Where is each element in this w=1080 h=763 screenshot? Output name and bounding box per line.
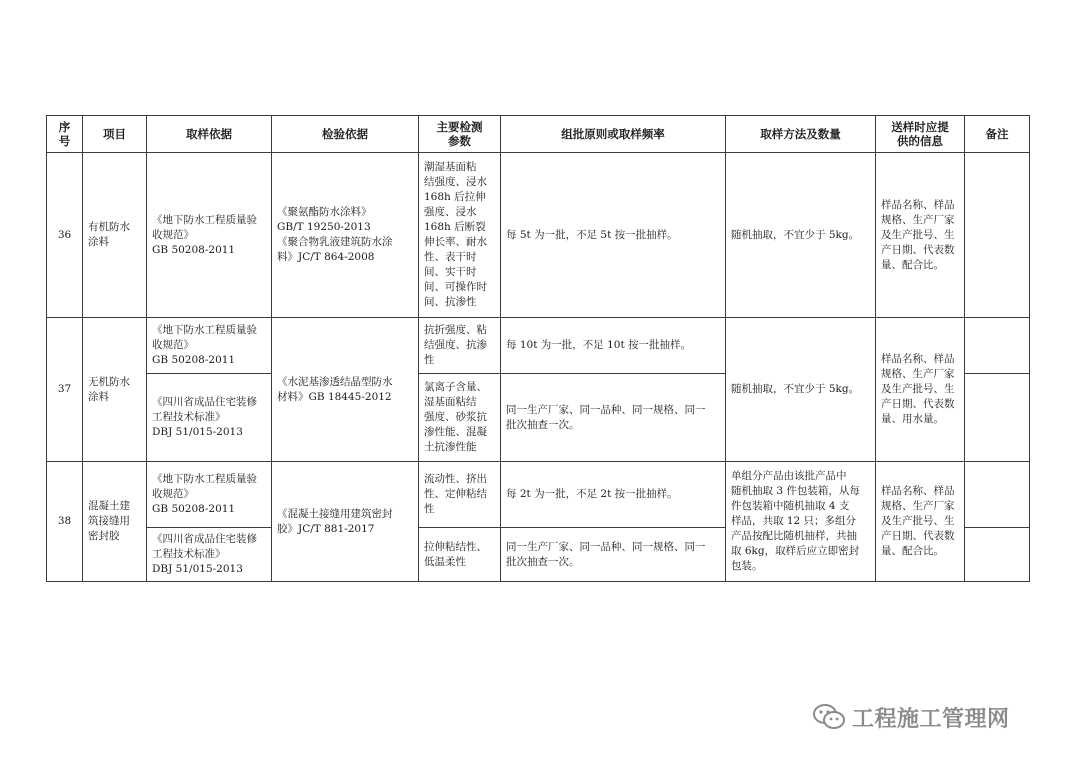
row38-remark-b [965,528,1030,582]
row37-inspection-basis: 《水泥基渗透结晶型防水 材料》GB 18445-2012 [272,318,419,462]
row37-seq: 37 [47,318,83,462]
row36-method: 随机抽取，不宜少于 5kg。 [726,153,876,318]
row37-sampling-basis-a: 《地下防水工程质量验 收规范》 GB 50208-2011 [147,318,272,374]
row37-method: 随机抽取，不宜少于 5kg。 [726,318,876,462]
row38-seq: 38 [47,462,83,582]
header-inspection-basis: 检验依据 [272,116,419,153]
row38-item: 混凝土建 筑接缝用 密封胶 [83,462,147,582]
row36-inspection-basis: 《聚氨酯防水涂料》 GB/T 19250-2013 《聚合物乳液建筑防水涂 料》JC/T 864-2008 [272,153,419,318]
row36-sampling-basis: 《地下防水工程质量验 收规范》 GB 50208-2011 [147,153,272,318]
row37-params-a: 抗折强度、粘 结强度、抗渗 性 [419,318,501,374]
wechat-icon [812,702,846,732]
table-row [47,462,1030,528]
row37-info: 样品名称、样品 规格、生产厂家 及生产批号、生 产日期、代表数 量、用水量。 [876,318,965,462]
row38-info: 样品名称、样品 规格、生产厂家 及生产批号、生 产日期、代表数 量、配合比。 [876,462,965,582]
header-sampling-basis: 取样依据 [147,116,272,153]
header-info: 送样时应提 供的信息 [876,116,965,153]
row38-method: 单组分产品由该批产品中 随机抽取 3 件包装箱，从每 件包装箱中随机抽取 4 支 样品，共取 12 只；多组分 产品按配比随机抽样，共抽 取 6kg，取样后应立即密封 包装。 [726,462,876,582]
header-batch-rule: 组批原则或取样频率 [501,116,726,153]
row37-params-b: 氯离子含量、 湿基面粘结 强度、砂浆抗 渗性能、混凝 土抗渗性能 [419,374,501,462]
table-row [47,153,1030,318]
row38-params-a: 流动性、挤出 性、定伸粘结 性 [419,462,501,528]
watermark-text: 工程施工管理网 [852,706,1010,732]
row38-sampling-basis-a: 《地下防水工程质量验 收规范》 GB 50208-2011 [147,462,272,528]
header-row [47,116,1030,153]
table-row [47,318,1030,374]
row38-params-b: 拉伸粘结性、 低温柔性 [419,528,501,582]
row38-remark-a [965,462,1030,528]
row36-info: 样品名称、样品 规格、生产厂家 及生产批号、生 产日期、代表数 量、配合比。 [876,153,965,318]
row38-inspection-basis: 《混凝土接缝用建筑密封 胶》JC/T 881-2017 [272,462,419,582]
row37-batch-rule-b: 同一生产厂家、同一品种、同一规格、同一 批次抽查一次。 [501,374,726,462]
header-params: 主要检测 参数 [419,116,501,153]
header-method: 取样方法及数量 [726,116,876,153]
row37-sampling-basis-b: 《四川省成品住宅装修 工程技术标准》 DBJ 51/015-2013 [147,374,272,462]
row37-item: 无机防水 涂料 [83,318,147,462]
row36-params: 潮湿基面粘 结强度、浸水 168h 后拉伸 强度、浸水 168h 后断裂 伸长率、耐水 性、表干时 间、实干时 间、可操作时 间、抗渗性 [419,153,501,318]
watermark [812,700,1010,734]
row36-batch-rule: 每 5t 为一批，不足 5t 按一批抽样。 [501,153,726,318]
row37-remark-a [965,318,1030,374]
header-remark: 备注 [965,116,1030,153]
row37-remark-b [965,374,1030,462]
sampling-table [46,115,1030,582]
row38-batch-rule-a: 每 2t 为一批，不足 2t 按一批抽样。 [501,462,726,528]
row38-batch-rule-b: 同一生产厂家、同一品种、同一规格、同一 批次抽查一次。 [501,528,726,582]
row38-sampling-basis-b: 《四川省成品住宅装修 工程技术标准》 DBJ 51/015-2013 [147,528,272,582]
row37-batch-rule-a: 每 10t 为一批，不足 10t 按一批抽样。 [501,318,726,374]
header-item: 项目 [83,116,147,153]
header-seq: 序 号 [47,116,83,153]
row36-seq: 36 [47,153,83,318]
row36-remark [965,153,1030,318]
row36-item: 有机防水 涂料 [83,153,147,318]
